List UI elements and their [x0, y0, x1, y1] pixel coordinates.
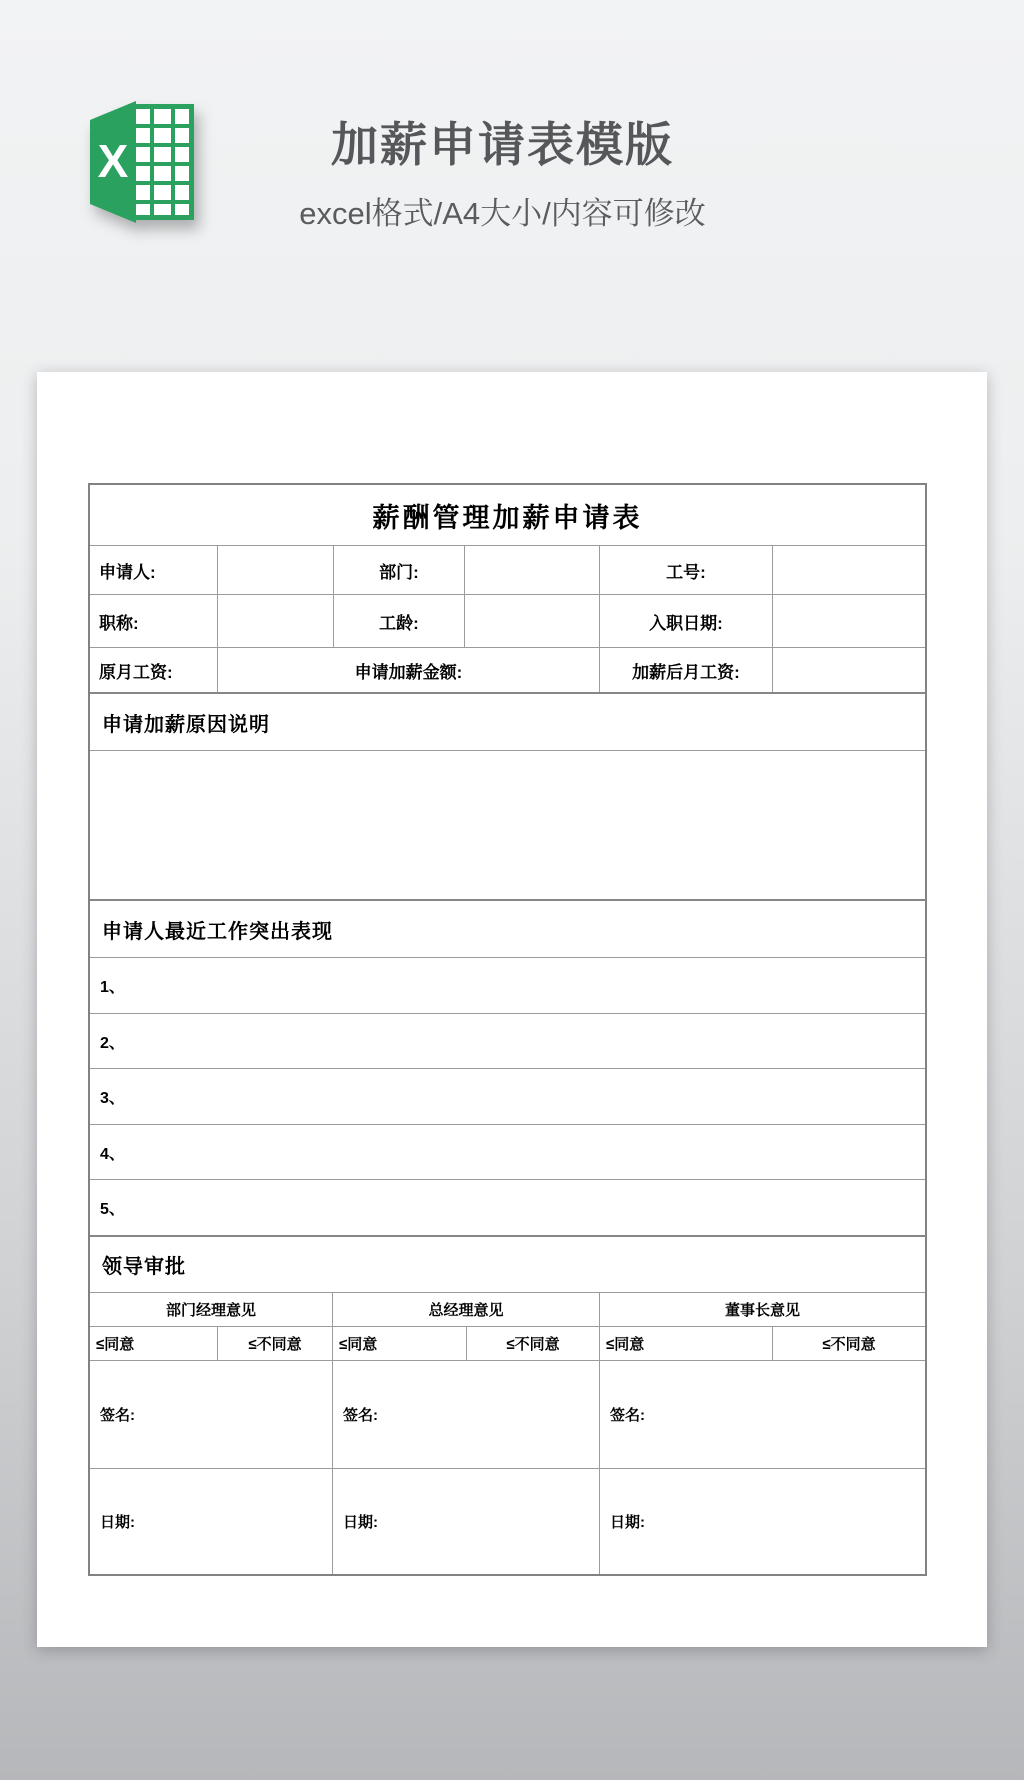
performance-item-5[interactable] [90, 1179, 925, 1235]
new-salary-input[interactable] [773, 648, 925, 692]
page-subtitle: excel格式/A4大小/内容可修改 [299, 196, 706, 231]
employee-id-input[interactable] [773, 546, 925, 594]
form-title-row [90, 485, 925, 545]
seniority-label: 工龄: [334, 595, 465, 647]
chairman-disagree-option[interactable]: ≤不同意 [822, 1336, 876, 1353]
info-row-2 [90, 594, 925, 647]
a4-page [37, 372, 987, 1647]
date-row [90, 1468, 925, 1574]
spreadsheet-grid-icon [128, 104, 194, 220]
chairman-opinion-label: 董事长意见 [724, 1302, 800, 1319]
chairman-agree-option[interactable]: ≤同意 [600, 1327, 773, 1360]
opinion-titles-row [90, 1292, 925, 1326]
approval-heading-row [90, 1235, 925, 1292]
hire-date-input[interactable] [773, 595, 925, 647]
performance-item-4[interactable] [90, 1124, 925, 1179]
seniority-input[interactable] [465, 595, 600, 647]
department-label: 部门: [334, 546, 465, 594]
raise-amount-label[interactable]: 申请加薪金额: [218, 648, 600, 692]
excel-icon [78, 96, 200, 228]
agree-row [90, 1326, 925, 1360]
dept-manager-date-field[interactable]: 日期: [90, 1469, 333, 1574]
performance-item-2[interactable] [90, 1013, 925, 1068]
applicant-input[interactable] [218, 546, 334, 594]
job-title-label: 职称: [90, 595, 218, 647]
form-title: 薪酬管理加薪申请表 [372, 502, 643, 533]
salary-row [90, 647, 925, 692]
general-manager-agree-option[interactable]: ≤同意 [333, 1327, 467, 1360]
salary-raise-form [88, 483, 927, 1576]
performance-item-3[interactable] [90, 1068, 925, 1124]
dept-manager-opinion-label: 部门经理意见 [90, 1293, 333, 1326]
reason-textarea[interactable] [90, 750, 925, 899]
page-title: 加薪申请表模版 [331, 118, 674, 171]
signature-row [90, 1360, 925, 1468]
performance-item-label: 1、 [100, 979, 125, 996]
general-manager-date-field[interactable]: 日期: [333, 1469, 600, 1574]
dept-manager-agree-option[interactable]: ≤同意 [90, 1327, 218, 1360]
info-row-1 [90, 545, 925, 594]
performance-item-label: 2、 [100, 1034, 125, 1052]
chairman-signature-field[interactable]: 签名: [610, 1407, 645, 1424]
general-manager-disagree-option[interactable]: ≤不同意 [467, 1327, 600, 1360]
original-salary-label: 原月工资: [90, 648, 218, 692]
applicant-label: 申请人: [90, 546, 218, 594]
job-title-input[interactable] [218, 595, 334, 647]
excel-letter-x: X [97, 135, 129, 187]
performance-item-label: 3、 [100, 1090, 125, 1107]
hire-date-label: 入职日期: [600, 595, 773, 647]
department-input[interactable] [465, 546, 600, 594]
approval-heading: 领导审批 [102, 1256, 186, 1278]
performance-heading-row [90, 899, 925, 957]
new-salary-label: 加薪后月工资: [600, 648, 773, 692]
performance-item-label: 4、 [100, 1145, 125, 1163]
reason-heading-row [90, 692, 925, 750]
dept-manager-signature-field[interactable]: 签名: [90, 1361, 333, 1468]
general-manager-signature-field[interactable]: 签名: [333, 1361, 600, 1468]
chairman-date-field[interactable]: 日期: [610, 1514, 645, 1531]
general-manager-opinion-label: 总经理意见 [333, 1293, 600, 1326]
performance-item-1[interactable] [90, 957, 925, 1013]
banner [0, 0, 1024, 330]
performance-heading: 申请人最近工作突出表现 [102, 920, 333, 943]
performance-item-label: 5、 [100, 1201, 125, 1218]
employee-id-label: 工号: [600, 546, 773, 594]
dept-manager-disagree-option[interactable]: ≤不同意 [218, 1327, 333, 1360]
reason-heading: 申请加薪原因说明 [102, 713, 270, 736]
